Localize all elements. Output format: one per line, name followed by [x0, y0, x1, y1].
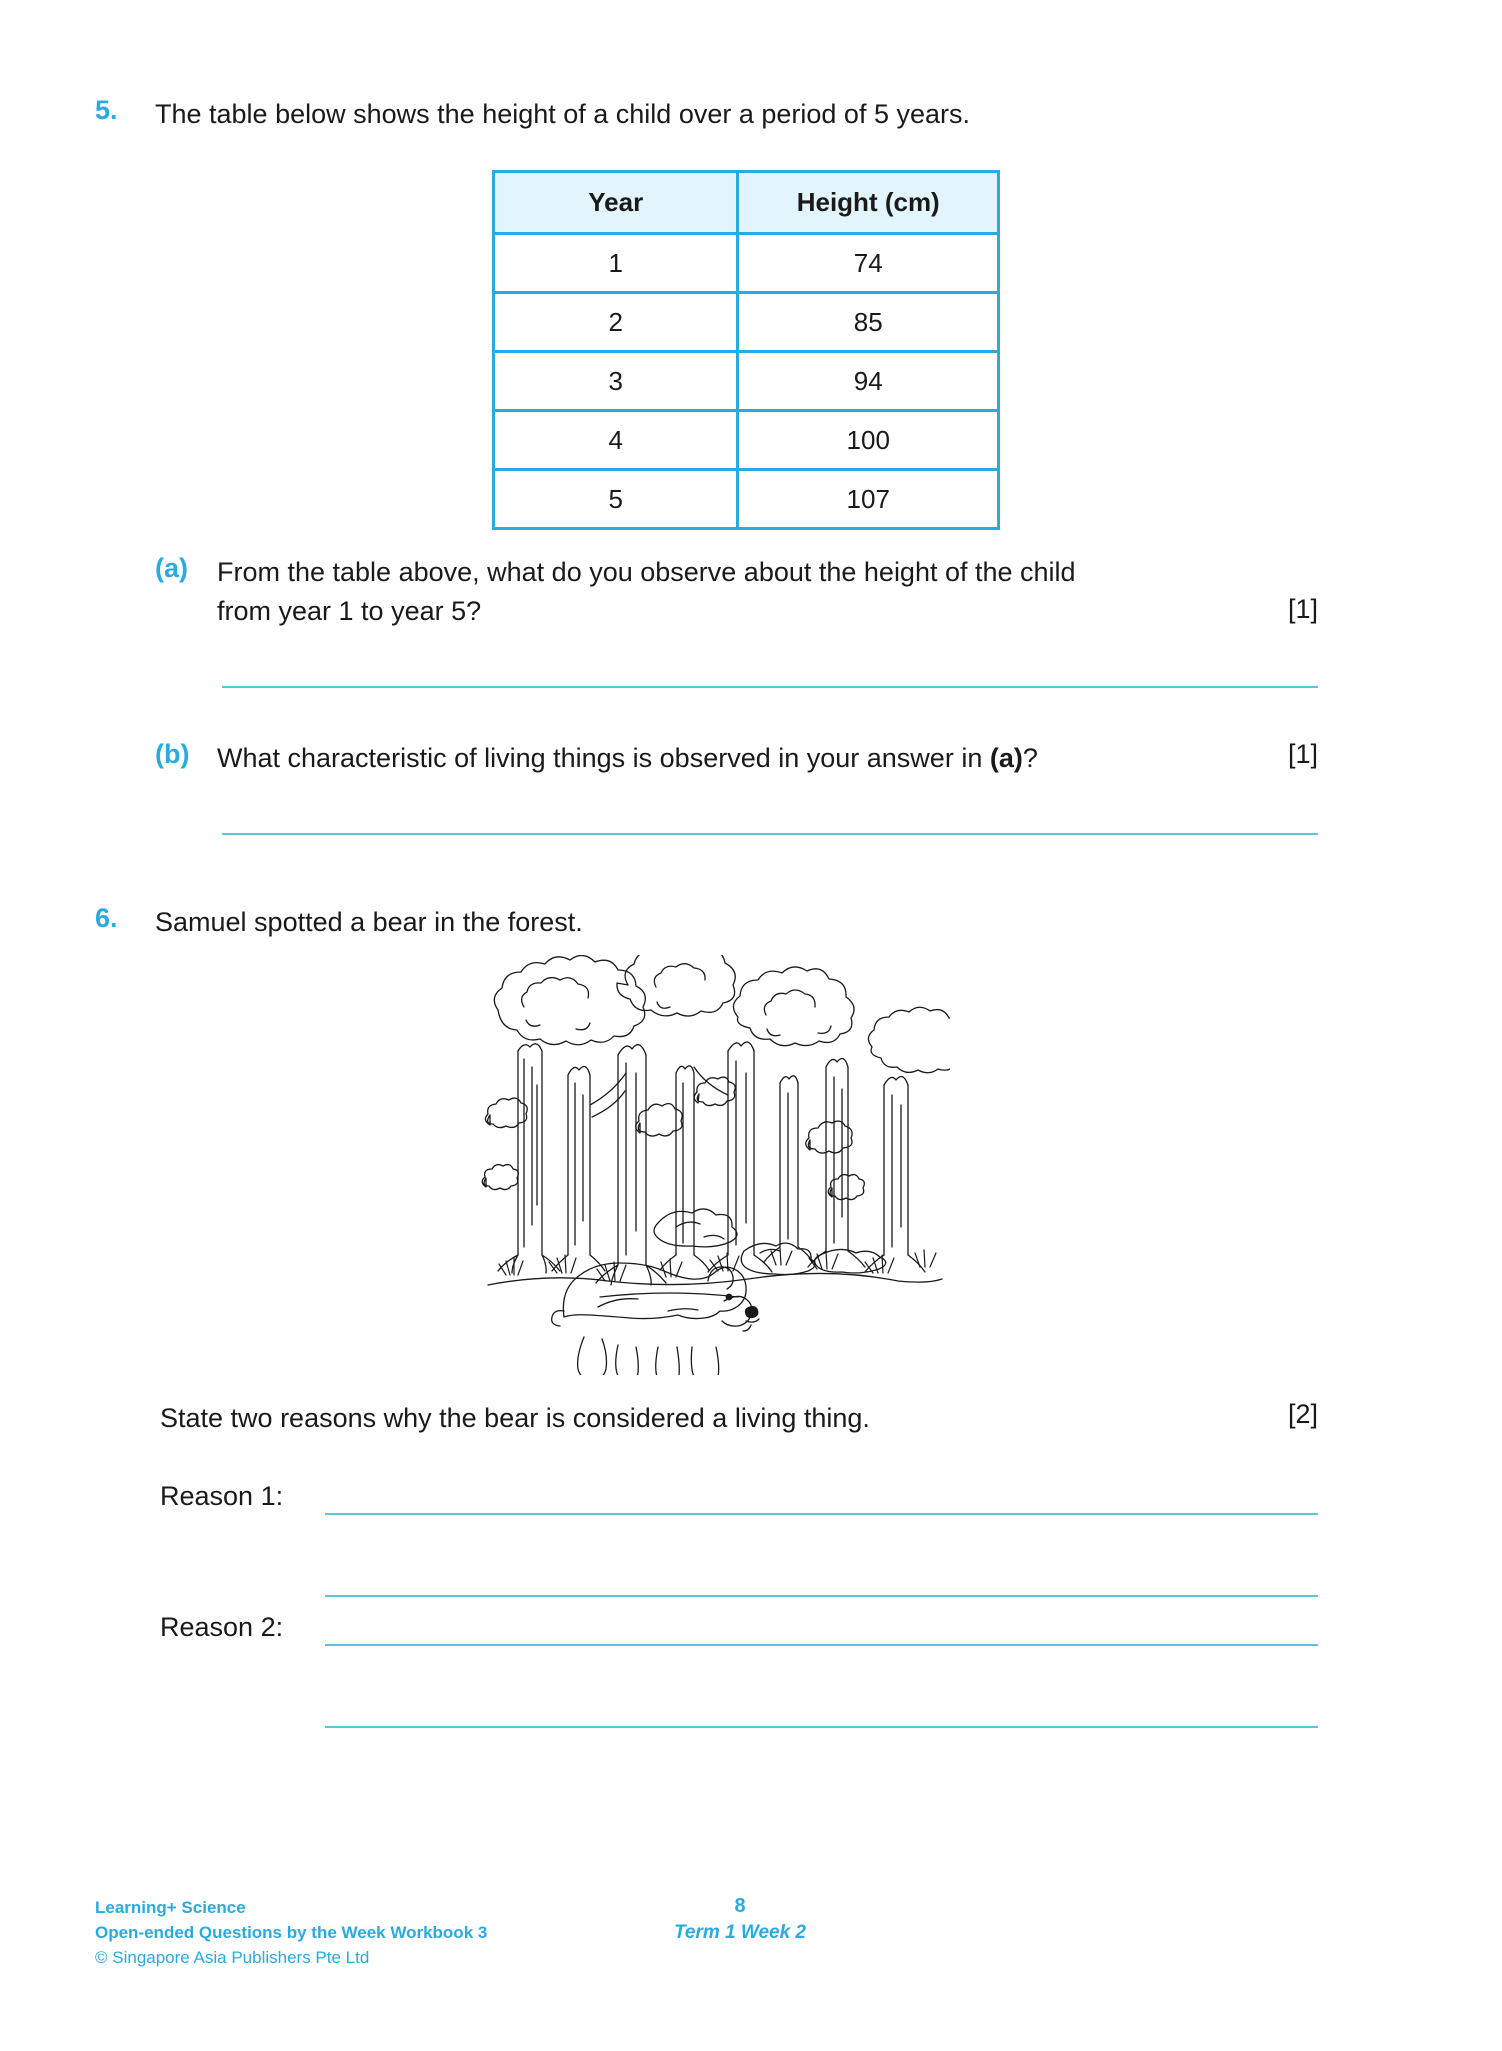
table-header-height: Height (cm)	[738, 172, 999, 234]
question-5a-line1: From the table above, what do you observe about the height of the child	[217, 557, 1076, 587]
question-5b-label: (b)	[155, 739, 190, 769]
table-row	[494, 470, 999, 529]
table-row	[494, 234, 999, 293]
question-5a-label: (a)	[155, 553, 188, 583]
answer-rule-5b[interactable]	[222, 833, 1318, 835]
table-header-row	[494, 172, 999, 234]
question-6-stem: Samuel spotted a bear in the forest.	[155, 907, 583, 937]
cell-year: 4	[494, 411, 738, 470]
cell-height: 107	[738, 470, 999, 529]
question-5-stem: The table below shows the height of a child over a period of 5 years.	[155, 99, 970, 129]
page-number: 8	[734, 1895, 746, 1917]
footer-book-title: Open-ended Questions by the Week Workbook 3	[95, 1923, 488, 1943]
question-5b-marks: [1]	[1288, 739, 1319, 769]
question-5	[95, 95, 1415, 133]
bear-in-forest-illustration	[480, 955, 950, 1375]
table-header-year: Year	[494, 172, 738, 234]
answer-rule-reason-2-line-2[interactable]	[325, 1726, 1318, 1728]
footer-publisher-block	[95, 1895, 487, 1970]
question-5b	[155, 739, 1415, 778]
table-row	[494, 293, 999, 352]
cell-height: 74	[738, 234, 999, 293]
question-5a-marks: [1]	[1288, 594, 1319, 624]
question-5b-text	[217, 739, 1038, 778]
question-6-number: 6.	[95, 903, 118, 933]
question-5b-ref-a: (a)	[989, 743, 1023, 773]
question-5a	[155, 553, 1415, 631]
question-6	[95, 903, 1415, 941]
footer-copyright: © Singapore Asia Publishers Pte Ltd	[95, 1948, 370, 1968]
cell-height: 100	[738, 411, 999, 470]
question-6-marks: [2]	[1288, 1399, 1319, 1429]
footer-term-week: Term 1 Week 2	[673, 1922, 807, 1943]
cell-height: 85	[738, 293, 999, 352]
cell-year: 5	[494, 470, 738, 529]
reason-1-label: Reason 1:	[160, 1481, 284, 1511]
question-5b-text-before: What characteristic of living things is observed in your answer in	[217, 743, 990, 773]
question-5b-text-after: ?	[1022, 743, 1038, 773]
answer-rule-reason-1-line-2[interactable]	[325, 1595, 1318, 1597]
cell-height: 94	[738, 352, 999, 411]
cell-year: 3	[494, 352, 738, 411]
reason-2-label: Reason 2:	[160, 1612, 284, 1642]
question-5a-line2: from year 1 to year 5?	[217, 595, 482, 626]
question-6-prompt: State two reasons why the bear is considered a living thing.	[160, 1403, 870, 1433]
question-5a-text	[217, 553, 1076, 631]
cell-year: 2	[494, 293, 738, 352]
table-row	[494, 411, 999, 470]
footer-series-title: Learning+ Science	[95, 1898, 246, 1917]
cell-year: 1	[494, 234, 738, 293]
table-row	[494, 352, 999, 411]
question-5-number: 5.	[95, 95, 118, 125]
height-data-table	[492, 170, 1000, 530]
answer-rule-5a[interactable]	[222, 686, 1318, 688]
footer-page-block	[640, 1895, 840, 1944]
answer-rule-reason-2-line-1[interactable]	[325, 1644, 1318, 1646]
answer-rule-reason-1-line-1[interactable]	[325, 1513, 1318, 1515]
